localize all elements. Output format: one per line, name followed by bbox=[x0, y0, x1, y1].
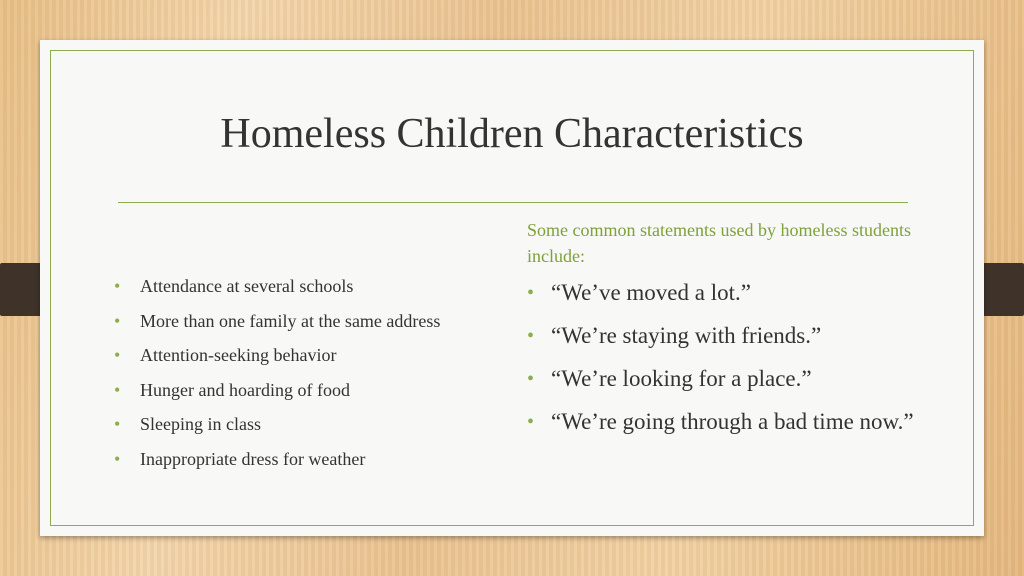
list-item-text: Inappropriate dress for weather bbox=[140, 448, 366, 469]
statements-list bbox=[525, 278, 925, 450]
title-divider bbox=[118, 202, 908, 203]
list-item-text: Attendance at several schools bbox=[140, 276, 354, 296]
list-item bbox=[112, 376, 502, 411]
list-item-text: “We’re looking for a place.” bbox=[551, 366, 812, 391]
list-item bbox=[112, 307, 502, 342]
list-item-text: Sleeping in class bbox=[140, 414, 261, 435]
list-item bbox=[525, 278, 925, 308]
list-item bbox=[112, 272, 502, 307]
list-item bbox=[525, 407, 925, 437]
bullet-icon: • bbox=[527, 282, 535, 304]
statements-heading: Some common statements used by homeless students include: bbox=[527, 220, 911, 266]
list-item-text: “We’ve moved a lot.” bbox=[551, 280, 751, 305]
bullet-icon: • bbox=[114, 345, 121, 366]
characteristics-list bbox=[112, 272, 502, 480]
list-item-text: Attention-seeking behavior bbox=[140, 345, 337, 366]
list-item bbox=[525, 321, 925, 351]
list-item-text: “We’re going through a bad time now.” bbox=[551, 409, 914, 434]
bullet-icon: • bbox=[114, 310, 121, 331]
list-item bbox=[112, 341, 502, 376]
list-item bbox=[112, 445, 502, 480]
list-item-text: “We’re staying with friends.” bbox=[551, 323, 822, 348]
list-item-text: Hunger and hoarding of food bbox=[140, 379, 350, 400]
bullet-icon: • bbox=[527, 368, 535, 390]
bullet-icon: • bbox=[114, 448, 121, 469]
slide-title: Homeless Children Characteristics bbox=[220, 111, 804, 157]
bullet-icon: • bbox=[114, 414, 121, 435]
list-item bbox=[112, 410, 502, 445]
list-item bbox=[525, 364, 925, 394]
slide-paper bbox=[40, 40, 984, 536]
bullet-icon: • bbox=[114, 379, 121, 400]
bullet-icon: • bbox=[527, 411, 535, 433]
bullet-icon: • bbox=[527, 325, 535, 347]
list-item-text: More than one family at the same address bbox=[140, 310, 441, 331]
bullet-icon: • bbox=[114, 276, 121, 296]
